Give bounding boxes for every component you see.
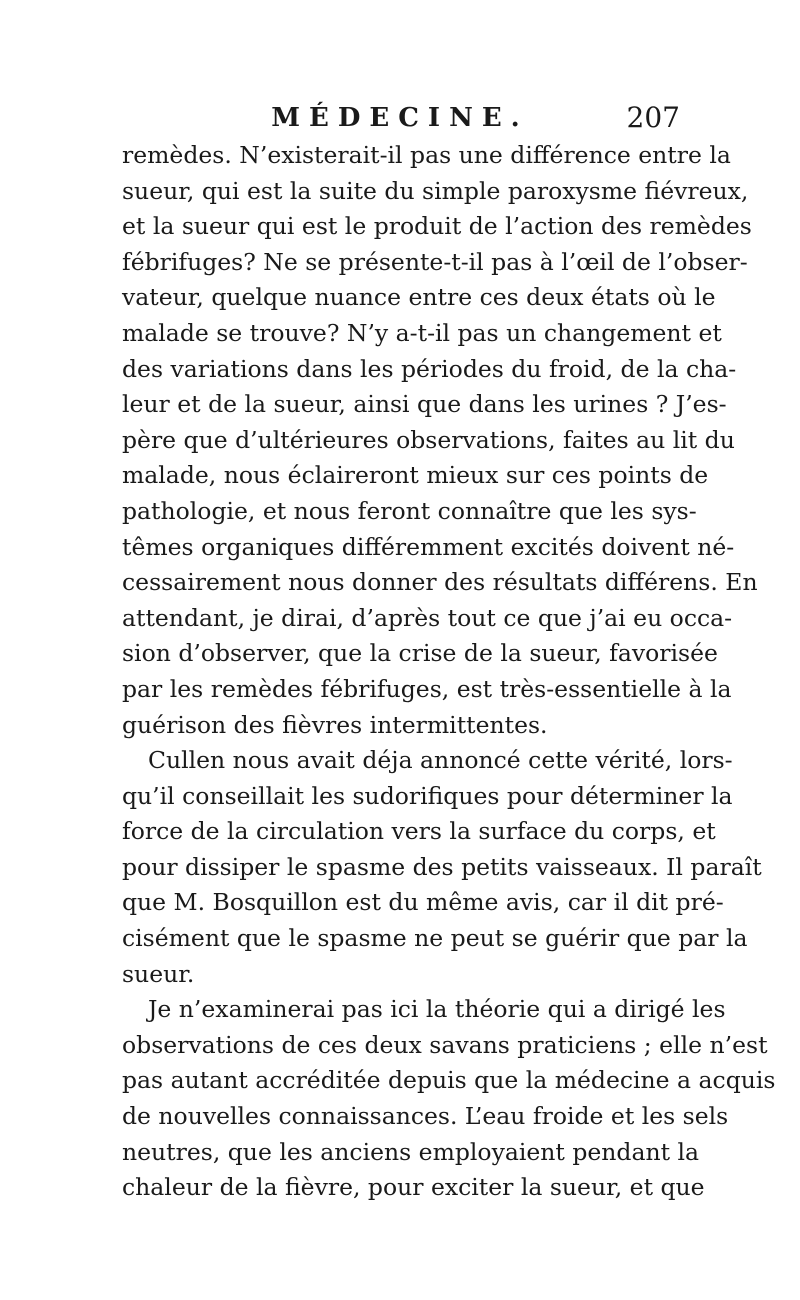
text-line: fébrifuges? Ne se présente-t-il pas à l’œil de l’obser- xyxy=(122,247,748,276)
text-line: remèdes. N’existerait-il pas une différence entre la xyxy=(122,141,731,169)
text-line: sueur, qui est la suite du simple paroxysme fiévreux, xyxy=(122,176,749,205)
text-line: par les remèdes fébrifuges, est très-essentielle à la xyxy=(122,674,732,703)
text-line: et la sueur qui est le produit de l’action des remèdes xyxy=(122,212,752,241)
text-line: que M. Bosquillon est du même avis, car il dit pré- xyxy=(122,888,724,917)
text-line: observations de ces deux savans praticiens ; elle n’est xyxy=(122,1030,768,1059)
running-title: MÉDECINE. xyxy=(271,103,529,133)
text-line: vateur, quelque nuance entre ces deux états où le xyxy=(122,283,716,312)
text-line: force de la circulation vers la surface du corps, et xyxy=(122,817,716,846)
text-line: des variations dans les périodes du froid, de la cha- xyxy=(122,354,737,383)
text-line: têmes organiques différemment excités doivent né- xyxy=(122,532,735,561)
text-line: cisément que le spasme ne peut se guérir que par la xyxy=(122,924,748,953)
text-line: pathologie, et nous feront connaître que les sys- xyxy=(122,496,697,525)
paragraph xyxy=(122,992,776,1206)
paragraph xyxy=(122,138,758,743)
page-number: 207 xyxy=(626,101,680,134)
text-line: leur et de la sueur, ainsi que dans les urines ? J’es- xyxy=(122,390,727,419)
text-line: malade, nous éclaireront mieux sur ces points de xyxy=(122,461,709,490)
text-line: sueur. xyxy=(122,959,195,988)
text-line: pour dissiper le spasme des petits vaisseaux. Il paraît xyxy=(122,852,762,881)
text-line: malade se trouve? N’y a-t-il pas un changement et xyxy=(122,318,722,347)
text-line: neutres, que les anciens employaient pendant la xyxy=(122,1137,700,1166)
page-header xyxy=(120,98,680,138)
text-line: attendant, je dirai, d’après tout ce que j’ai eu occa- xyxy=(122,603,733,632)
text-line: de nouvelles connaissances. L’eau froide et les sels xyxy=(122,1102,729,1131)
text-line: Je n’examinerai pas ici la théorie qui a dirigé les xyxy=(148,995,726,1024)
text-line: Cullen nous avait déja annoncé cette vérité, lors- xyxy=(148,746,733,775)
text-line: qu’il conseillait les sudorifiques pour déterminer la xyxy=(122,781,733,810)
text-line: pas autant accréditée depuis que la médecine a acquis xyxy=(122,1066,776,1095)
text-line: père que d’ultérieures observations, faites au lit du xyxy=(122,425,735,454)
text-line: guérison des fièvres intermittentes. xyxy=(122,710,548,739)
paragraph xyxy=(122,743,762,992)
text-line: chaleur de la fièvre, pour exciter la sueur, et que xyxy=(122,1173,705,1202)
text-line: sion d’observer, que la crise de la sueur, favorisée xyxy=(122,639,718,668)
text-line: cessairement nous donner des résultats différens. En xyxy=(122,568,758,597)
body-text xyxy=(122,138,776,1206)
